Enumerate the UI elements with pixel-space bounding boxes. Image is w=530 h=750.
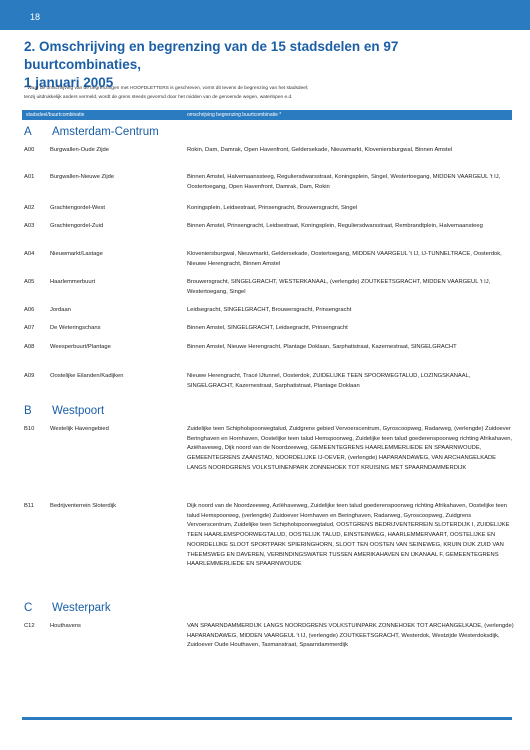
- row-name: Houthavens: [50, 623, 81, 629]
- row-code: C12: [24, 623, 35, 629]
- table-header-left: stadsdeel/buurtcombinatie: [26, 112, 85, 118]
- row-name: Westelijk Havengebied: [50, 426, 109, 432]
- row-name: Grachtengordel-West: [50, 205, 105, 211]
- row-name: Grachtengordel-Zuid: [50, 223, 104, 229]
- section-letter: C: [24, 602, 33, 614]
- table-header: [22, 110, 512, 120]
- row-description: Binnen Amstel, Halvemaanssteeg, Reguliersdwarsstraat, Koningsplein, Singel, Westertoegang, MIDDEN VAARGEUL 't IJ, Oostertoegang, Open Havenfront, Damrak, Dam, Rokin: [187, 174, 501, 190]
- row-description: Zuidelijke teen Schipholspoorwegtalud, Zuidgrens gebied Vervoerscentrum, Gyroscoopweg, Radarweg, (verlengde) Zuidoever Beringhaven en Hornhaven, Oostelijke teen talud Hemspoorweg, Zuidelijke teen talud goederenspoorweg richting Afrikahaven, Aziëhaveweg, Dijk noord van de Noordzeeweg, GEMEENTEGRENS HAARLEMMERLIEDE EN SPAARNWOUDE, GEMEENTEGRENS ZAANSTAD, NOORDELIJKE IJ-OEVER, (verlengde) HAPARANDAWEG, VAN ARCHANGELKADE LANGS NOORDGRENS VOLKSTUINENPARK ZONNEHOEK TOT KRUISING MET SPAARNDAMMERDIJK: [187, 426, 513, 471]
- row-code: A07: [24, 325, 35, 331]
- row-description: Rokin, Dam, Damrak, Open Havenfront, Geldersekade, Nieuwmarkt, Kloveniersburgwal, Binnen Amstel: [187, 147, 453, 153]
- row-description: Binnen Amstel, SINGELGRACHT, Leidsegracht, Prinsengracht: [187, 325, 348, 331]
- row-name: De Weteringschans: [50, 325, 101, 331]
- bottom-rule: [22, 717, 512, 720]
- row-name: Haarlemmerbuurt: [50, 279, 96, 285]
- row-code: B10: [24, 426, 35, 432]
- row-code: A08: [24, 344, 35, 350]
- row-description: Binnen Amstel, Nieuwe Herengracht, Plantage Doklaan, Sarphatistraat, Kazernestraat, SINGELGRACHT: [187, 344, 457, 350]
- page-number: 18: [30, 12, 41, 22]
- row-description: Binnen Amstel, Prinsengracht, Leidsestraat, Koningsplein, Reguliersdwarsstraat, Rembrandtplein, Halvemaansteeg: [187, 223, 483, 229]
- row-name: Oostelijke Eilanden/Kadijken: [50, 373, 124, 379]
- row-code: A01: [24, 174, 35, 180]
- row-description: VAN SPAARNDAMMERDIJK LANGS NOORDGRENS VOLKSTUINPARK ZONNEHOEK TOT ARCHANGELKADE, (verlengde) HAPARANDAWEG, MIDDEN VAARGEUL 't IJ, (verlengde) ZOUTKEETSGRACHT, Westerdok, Westzijde Westerdoksdijk, Zuidoever Oude Houthaven, Tasmanstraat, Spaarndammerdijk: [187, 623, 514, 649]
- row-code: A03: [24, 223, 35, 229]
- row-name: Bedrijventerrein Sloterdijk: [50, 503, 117, 509]
- row-code: B11: [24, 503, 34, 509]
- row-name: Burgwallen-Oude Zijde: [50, 147, 109, 153]
- row-code: A00: [24, 147, 35, 153]
- row-code: A04: [24, 251, 35, 257]
- section-letter: A: [24, 126, 32, 138]
- row-code: A06: [24, 307, 35, 313]
- section-letter: B: [24, 405, 32, 417]
- row-description: Koningsplein, Leidsestraat, Prinsengracht, Brouwersgracht, Singel: [187, 205, 358, 211]
- section-name: Amsterdam-Centrum: [52, 126, 159, 138]
- section-name: Westpoort: [52, 405, 105, 417]
- page-title: 2. Omschrijving en begrenzing van de 15 stadsdelen en 97 buurtcombinaties, 1 januari 2005: [24, 39, 399, 90]
- row-name: Weesperbuurt/Plantage: [50, 344, 111, 350]
- row-description: Leidsegracht, SINGELGRACHT, Brouwersgracht, Prinsengracht: [187, 307, 352, 313]
- row-name: Jordaan: [50, 307, 71, 313]
- row-name: Burgwallen-Nieuwe Zijde: [50, 174, 115, 180]
- section-name: Westerpark: [52, 602, 111, 614]
- row-code: A02: [24, 205, 35, 211]
- row-code: A09: [24, 373, 35, 379]
- row-description: Brouwersgracht, SINGELGRACHT, WESTERKANAAL, (verlengde) ZOUTKEETSGRACHT, MIDDEN VAARGEUL 't IJ, Westertoegang, Singel: [187, 279, 491, 295]
- row-description: Dijk noord van de Noordzeeweg, Azïëhaveweg, Zuidelijke teen talud goederenspoorweg richting Afrikahaven, Oostelijke teen talud Hemspoorweg, (verlengde) Zuidoever Hornhaven en Beringhaven, Radarweg, Gyroscoopweg, Zuidgrens Vervoerscentrum, Zuidelijke teen Schipholspoorwegtalud, OOSTGRENS BEDRIJVENTERREIN SLOTERDIJK I, ZUIDELIJKE TEEN HAARLEMSPOORWEGTALUD, OOSTELIJK TALUD, EINSTEINWEG, HAARLEMMERVAART, OOSTELIJKE EN NOORDELIJKE SLOOT SPORTPARK SPIERINGHORN, SLOOT TEN OOSTEN VAN SEINEWEG, KRUIN DIJK ZUID VAN THEEMSWEG EN DAVEREN, VERBINDINGSWATER TUSSEN AMERIKAHAVEN EN IJKANAAL F, GEMEENTEGRENS HAARLEMMERLIEDE EN SPAARNWOUDE: [187, 503, 510, 568]
- table-header-right: omschrijving begrenzing buurtcombinatie *: [187, 112, 282, 118]
- footnote: * Waar de omschrijving van de begrenzingen met HOOFDLETTERS is geschreven, vormt dit tevens de begrenzing van het stadsdeel; tenzij uitdrukkelijk anders vermeld, wordt de grens steeds gevormd door het midden van de genoemde wegen, waterlopen e.d.: [24, 86, 309, 100]
- row-code: A05: [24, 279, 35, 285]
- row-description: Nieuwe Herengracht, Tracé IJtunnel, Oosterdok, ZUIDELIJKE TEEN SPOORWEGTALUD, LOZINGSKANAAL, SINGELGRACHT, Kazernestraat, Sarphatistraat, Plantage Doklaan: [187, 373, 471, 389]
- row-name: Nieuwmarkt/Lastage: [50, 251, 103, 257]
- row-description: Kloveniersburgwal, Nieuwmarkt, Geldersekade, Oostertoegang, MIDDEN VAARGEUL 't IJ, IJ-TUNNELTRACE, Oosterdok, Nieuwe Herengracht, Binnen Amstel: [187, 251, 502, 267]
- top-bar: [0, 0, 530, 30]
